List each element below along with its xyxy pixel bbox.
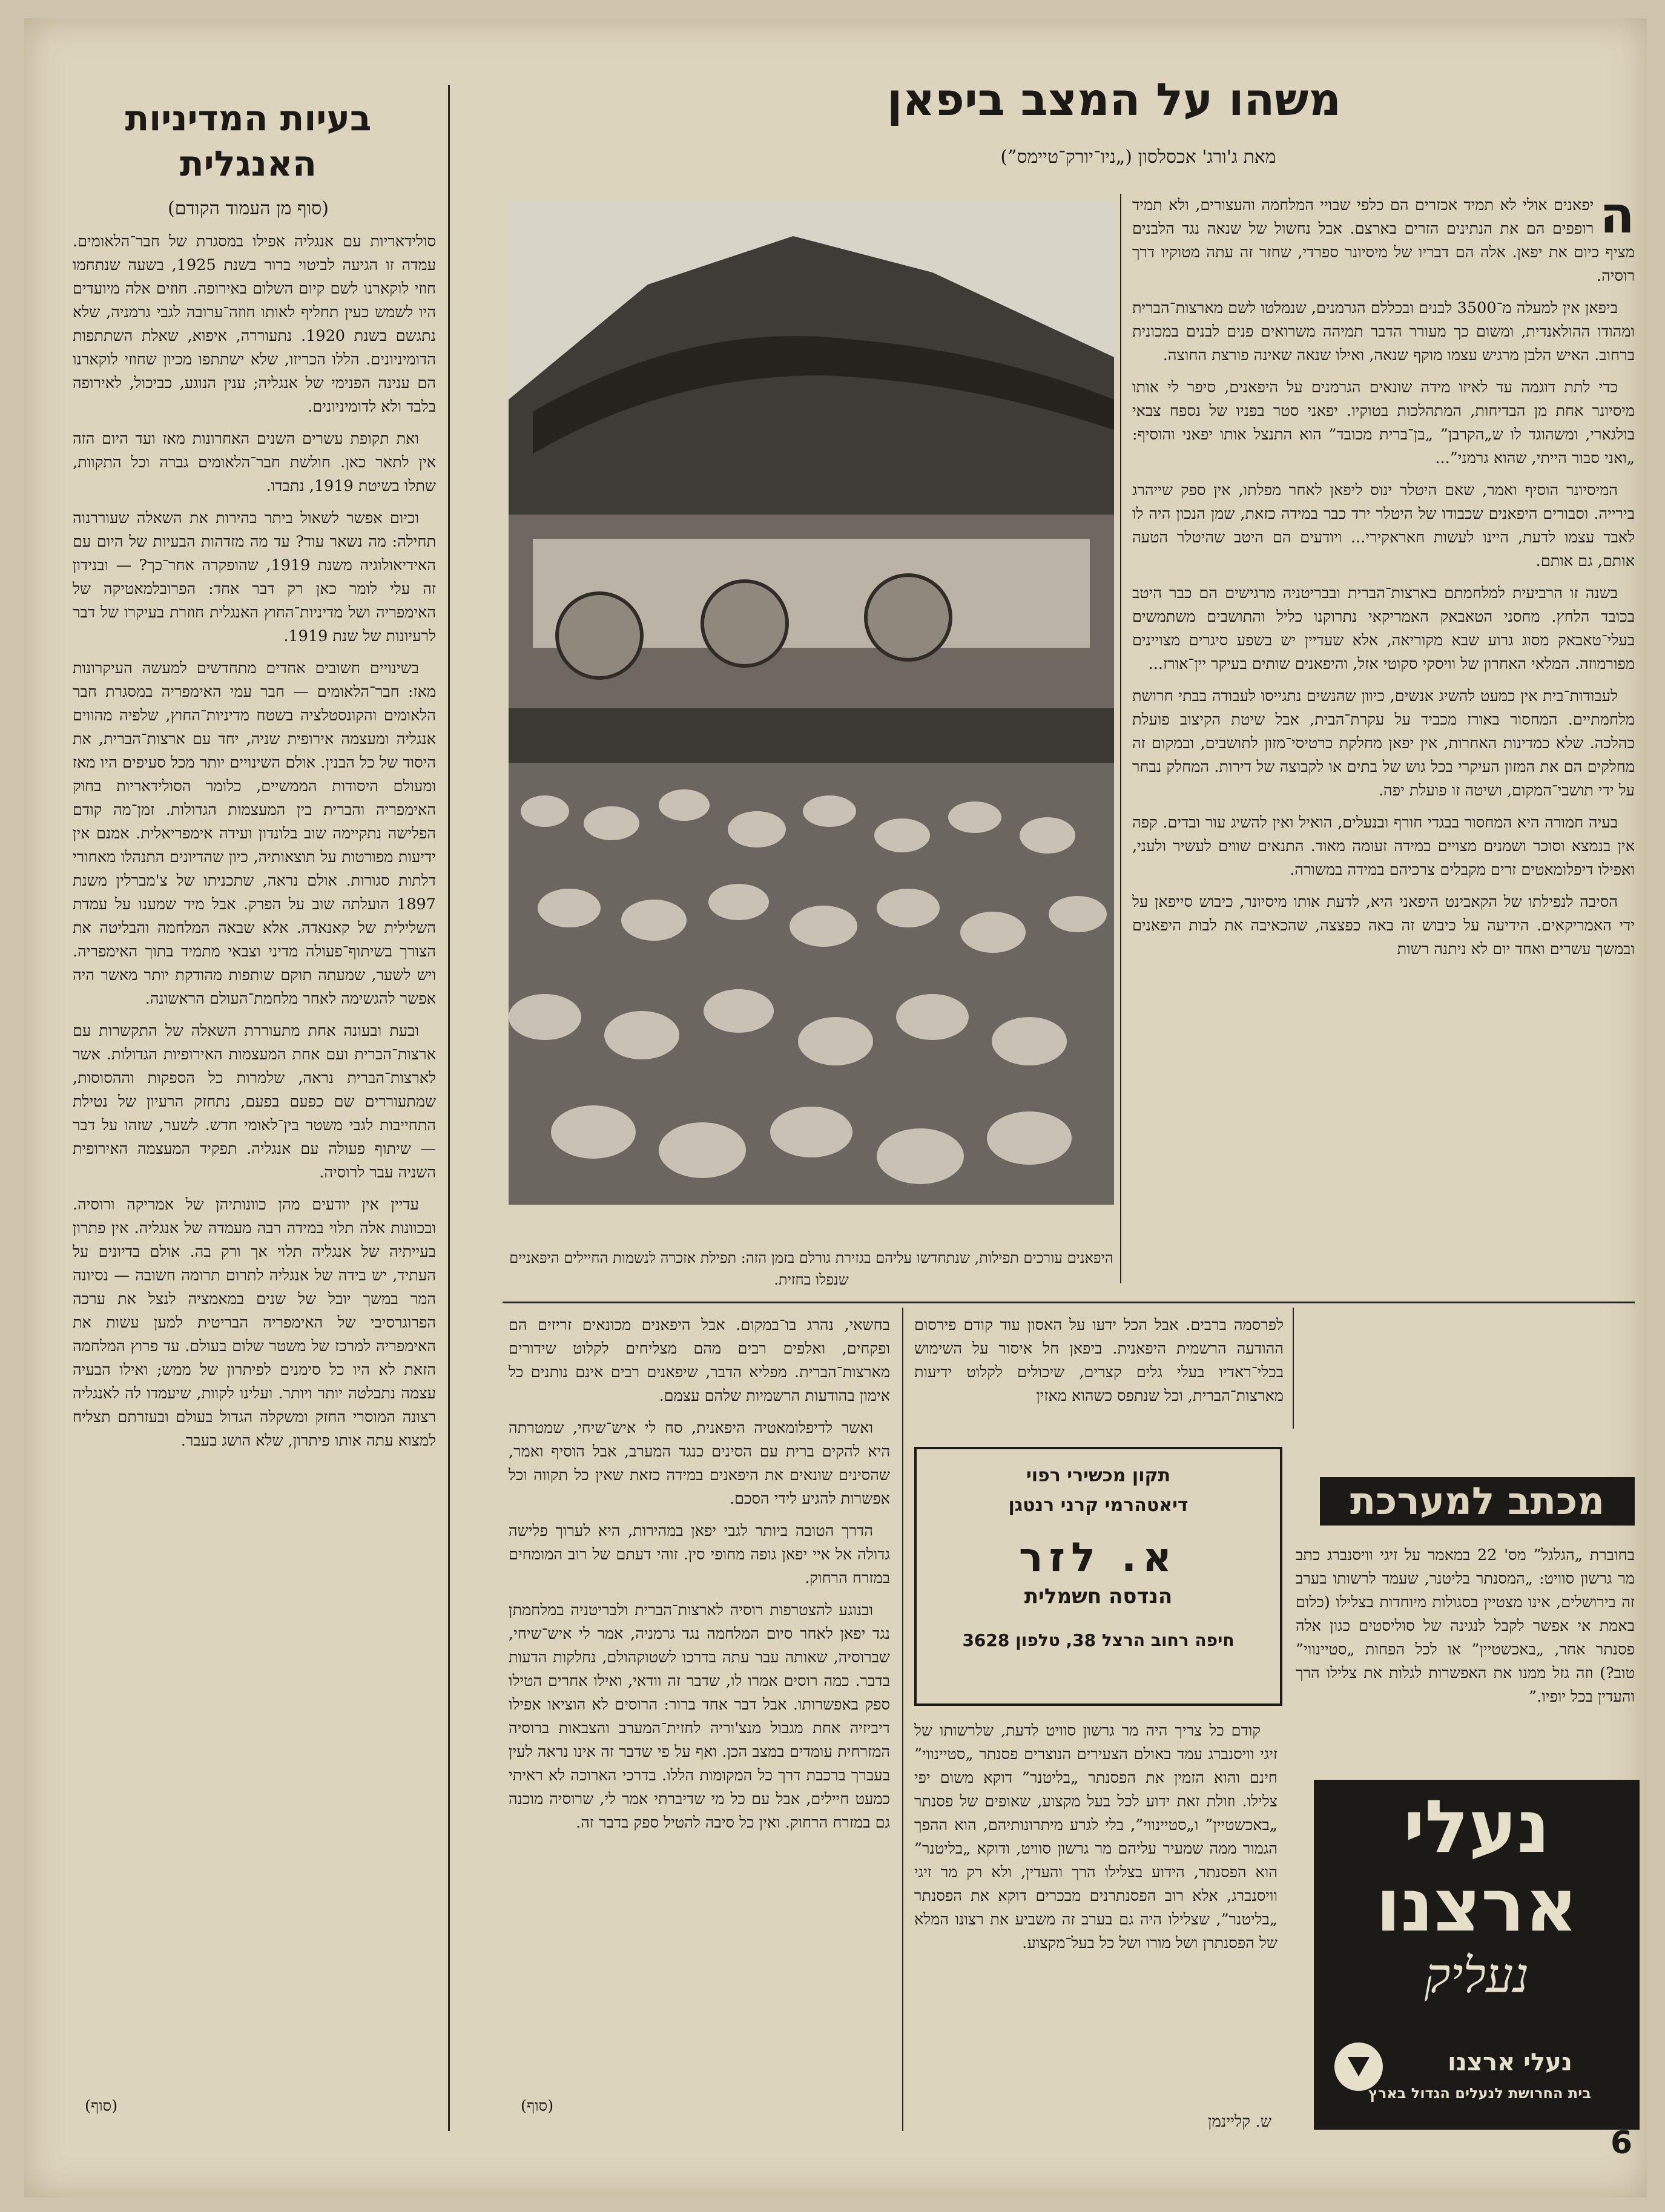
column-rule: [1120, 194, 1121, 1283]
ad-script: נעליק: [1424, 1947, 1529, 2004]
xray-repair-ad: [914, 1447, 1282, 1706]
paragraph: בחשאי, נהרג בו־במקום. אבל היפאנים מכונאים זריזים הם ופקחים, ואלפים רבים מהם מצליחים לקלוט שידורים מארצות־הברית. מפליא הדבר, שיפאנים רבים אינם נותנים כל אימון בהודעות הרשמיות שלהם עצמם.: [509, 1316, 890, 1405]
ad-headline: ארצנו: [1376, 1864, 1578, 1948]
paragraph: לעבודות־בית אין כמעט להשיג אנשים, כיוון שהנשים נתגייסו לעבודה בבתי חרושת מלחמתיים. המחסור באורז מכביד על עקרת־הבית, אבל שיטת הקיצוב פועלת כהלכה. שלא כמדינות האחרות, אין יפאן מחלקת כרטיסי־מזון לתושבים, ובמקום זה מחלקים הם את המזון העיקרי בכל גוש של בתים או לקבוצה של דירות. המחלק נבחר על ידי תושבי־המקום, ושיטה זו פועלת יפה.: [1132, 687, 1635, 800]
paragraph: יפאנים אולי לא תמיד אכזרים הם כלפי שבויי המלחמה והעצורים, ולא תמיד רופפים הם את הנתינים הזרים בארצם. אבל נחשול של שנאה נגד הלבנים מציף כיום את יפאן. אלה הם דבריו של מיסיונר ספרדי, שחזר זה עתה מטוקיו דרך רוסיה.: [1132, 196, 1635, 285]
ad-line: תקון מכשירי רפוי: [1026, 1465, 1171, 1486]
paragraph: ואשר לדיפלומאטיה היפאנית, סח לי איש־שיחי, שמטרתה היא להקים ברית עם הסינים כנגד המערב, אבל הוסיף ואמר, שהסינים שונאים את היפאנים במידה כזאת שאין כל תקווה וכל אפשרות להגיע לידי הסכם.: [509, 1419, 890, 1508]
ad-line: דיאטהרמי קרני רנטגן: [1008, 1495, 1189, 1516]
main-article-col-mid: [914, 1314, 1284, 1417]
ad-sub: הנדסה חשמלית: [1024, 1584, 1173, 1608]
letter-signature: ש. קליינמן: [1207, 2113, 1271, 2131]
column-rule: [448, 85, 450, 2131]
main-article-col-left: [509, 1314, 890, 1843]
main-article-title: משהו על המצב ביפאן: [887, 74, 1341, 126]
left-article-title-line2: האנגלית: [179, 143, 317, 184]
drop-cap: ה: [1600, 194, 1635, 245]
paragraph: קודם כל צריך היה מר גרשון סוויט לדעת, שלרשותו של זיגי וויסנברג עמד באולם הצעירים הנוצרים פסנתר „סטיינווי” חינם והוא הזמין את הפסנתר „בליטנר” דוקא משום יפי צלילו. וזולת זאת ידוע לכל בעל מקצוע, שאופים של פסנתר „באכשטיין” ו„סטיינווי”, בלי לגרע מיתרונותיהם, הוא ההפך הגמור ממה שמעיר עליהם מר גרשון סוויט, ודוקא „בליטנר” הוא הפסנתר, הידוע בצלילו הרך והעדין, ולא רק מר זיגי וויסנברג, אלא רוב הפסנתרנים מבכרים דוקא את הפסנתר „בליטנר”, שצלילו היה גם בערב זה משביע את רצונו המלא של הפסנתרן ושל מורו ושל כל בעל־מקצוע.: [914, 1722, 1278, 1952]
photo-caption: היפאנים עורכים תפילות, שנתחדשו עליהם בגזירת גורלם בזמן הזה: תפילת אזכרה לנשמות החיילים היפאניים שנפלו בחזית.: [509, 1249, 1113, 1288]
newspaper-page: [24, 18, 1647, 2197]
paragraph: סולידאריות עם אנגליה אפילו במסגרת של חבר־הלאומים. עמדה זו הגיעה לביטוי ברור בשנת 1925, בשעה שנתחמו חוזי לוקארנו לשם קיום השלום באירופה. חוזים אלה מיועדים היו לשמש כעין תחליף לאותו חוזה־ערובה לגבי גרמניה, שלא נתגשם בשנת 1920. נתעוררה, איפוא, שאלת השתתפות הדומיניונים. הללו הכריזו, שלא ישתתפו מכיון שחוזי לוקארנו הם ענינה הפנימי של אנגליה; ענין הנוגע, כביכול, לאירופה בלבד ולא לדומיניונים.: [73, 232, 436, 416]
column-rule: [902, 1308, 903, 2131]
page-number: 6: [1611, 2125, 1633, 2161]
paragraph: ובנוגע להצטרפות רוסיה לארצות־הברית ולבריטניה במלחמתן נגד יפאן לאחר סיום המלחמה נגד גרמניה, אמר לי איש־שיחי, שברוסיה, שאותה עבר עתה בדרכו לשטוקהולם, נחלקות הדעות בדבר. כמה רוסים אמרו לו, שדבר זה וודאי, ואילו אחרים הטילו ספק באפשרותו. אבל דבר אחד ברור: הרוסים לא הוציאו אפילו דיביזיה אחת מגבול מנצ'וריה לחזית־המערב והצבאות ברוסיה המזרחית עומדים במצב הכן. ואף על פי שדבר זה אינו נראה לעין בעברך ברכבת דרך כל המקומות הללו. בדרכי הארוכה לא ראיתי כמעט חיילים, אבל עם כל מי שדיברתי אמר לי, שרוסיה מוכנה גם במזרח הרחוק. ואין כל סיבה להטיל ספק בדבר זה.: [509, 1601, 890, 1832]
column-rule: [1293, 1308, 1294, 1429]
paragraph: עדיין אין יודעים מהן כוונותיהן של אמריקה ורוסיה. ובכוונות אלה תלוי במידה רבה מעמדה של אנגליה. אין פתרון בעייתיה של אנגליה תלוי אך ורק בה. אולם בדיונים על העתיד, יש בידה של אנגליה לתרום תרומה חשובה — נסיונה המר במשך יובל של שנים במאמציה לנצל את ערכה הפרוגרסיבי של האימפריה הבריטית למען עשות את האימפריה למרכז של משטר שלום בעולם. עד פרוץ המלחמה הזאת לא היו כל סימנים לפיתרון של ממש; ואילו הבעיה עצמה נתבלטה יותר ויותר. ועלינו לקוות, שיעמדו לה לאנגליה רצונה המוסרי החזק ומשקלה הגדול בעולם ובעזרתם תצליח למצוא עתה אותו פיתרון, שלא הושג בעבר.: [73, 1196, 436, 1450]
section-rule: [503, 1302, 1635, 1303]
paragraph: כדי לתת דוגמה עד לאיזו מידה שונאים הגרמנים על היפאנים, סיפר לי אותו מיסיונר אחת מן הבדיחות, המתהלכות בטוקיו. יפאני סטר בפניו של נספח צבאי בולגארי, ומשהוגד לו ש„הקרבן” „בן־ברית מכובד” הוא התנצל אותו יפאני והוסיף: „ואני סבור הייתי, שהוא גרמני”...: [1132, 378, 1635, 467]
ad-headline: נעלי: [1403, 1785, 1551, 1869]
paragraph: בשנה זו הרביעית למלחמתם בארצות־הברית ובבריטניה מרגישים הם כבר היטב בכובד הלחץ. מחסני הטאבאק האמריקאי נתרוקנו כליל והתושבים משתמשים בעלי־טאבאק מסוג גרוע שבא מקוריאה, אלא שעדיין יש בשפע סיגרים מצויינים מפורמוזה. המלאי האחרון של וויסקי סקוטי אזל, והיפאנים שותים בעיקר יין־אורז...: [1132, 584, 1635, 673]
shrine-photo: [509, 200, 1114, 1205]
paragraph: בחוברת „הגלגל” מס' 22 במאמר על זיגי וויסנברג כתב מר גרשון סוויט: „המסנתר בליטנר, שעמד לרשותו בערב זה בירושלים, אינו מצטיין בסגולות מיוחדות בצלילו (כלום באמת אי אפשר לקבל לנגינה של סוליסטים כגון אלה פסנתר אחר, „באכשטיין” או לכל הפחות „סטיינווי” טוב?) וזה גזל ממנו את האפשרות לגלות את צלילו הרך והעדין בכל יופיו.”: [1296, 1546, 1635, 1706]
ad-address: חיפה רחוב הרצל 38, טלפון 3628: [962, 1630, 1235, 1650]
paragraph: וכיום אפשר לשאול ביתר בהירות את השאלה שעוררנוה תחילה: מה נשאר עוד? עד מה מזדהות הבעיות של היום עם האידיאולוגיה משנת 1919, שהופקרה אחר־כך? — ובנידון זה עלי לומר כאן רק דבר אחד: הפרובלמאטיקה של האימפריה ושל מדיניות־החוץ האנגלית חוזרת בעיקרו של דבר לרעיונות של שנת 1919.: [73, 509, 436, 645]
paragraph: ובעת ובעונה אחת מתעוררת השאלה של התקשרות עם ארצות־הברית ועם אחת המעצמות האירופיות הגדולות. אשר לארצות־הברית נראה, שלמרות כל הספקות וההסוסות, שמתעוררים שם כפעם בפעם, נתחזק הרעיון של נטילת התחייבות לגבי משטר בין־לאומי חדש. לשער, שזהו על דבר — שיתוף פעולה עם אנגליה. תפקיד המעצמה האירופית השניה עבר לרוסיה.: [73, 1022, 436, 1182]
paragraph: ביפאן אין למעלה מ־3500 לבנים ובכללם הגרמנים, שנמלטו לשם מארצות־הברית ומהודו ההולאנדית, ומשום כך מעורר הדבר תמיהה משרואים פנים לבנים במכונית ברחוב. האיש הלבן מרגיש עצמו מוקף שנאה, ואילו שנאה שאינה פורצת החוצה.: [1132, 299, 1635, 364]
letter-title: מכתב למערכת: [1320, 1477, 1635, 1526]
left-article-continued: (סוף מן העמוד הקודם): [168, 198, 329, 219]
paragraph: בעיה חמורה היא המחסור בבגדי חורף ובנעלים, הואיל ואין להשיג עור ובדים. קפה אין בנמצא וסוכר ושמנים מצויים במידה זעומה מאוד. התנאים שווים לעשיר ולעני, ואפילו דיפלומאטים זרים מקבלים צרכיהם במידה במשורה.: [1132, 814, 1635, 879]
main-article-col-right: [1132, 194, 1635, 1271]
paragraph: לפרסמה ברבים. אבל הכל ידעו על האסון עוד קודם פירסום ההודעה הרשמית היפאנית. ביפאן חל איסור על השימוש בכלי־ראדיו בעלי גלים קצרים, שיכולים לקלוט ידיעות מארצות־הברית, וכל שנתפס כשהוא מאזין: [914, 1316, 1284, 1405]
shoes-ad: [1314, 1780, 1640, 2130]
shoes-logo-icon: [1334, 2042, 1383, 2091]
paragraph: ואת תקופת עשרים השנים האחרונות מאז ועד היום הזה אין לתאר כאן. חולשת חבר־הלאומים גברה וכל התקוות, שתלו בשיטת 1919, נתבדו.: [73, 430, 436, 495]
end-mark: (סוף): [521, 2097, 554, 2115]
ad-brand: א. לזר: [1018, 1534, 1178, 1581]
letter-body-continued: [914, 1719, 1278, 1964]
letter-body-top: [1296, 1544, 1635, 1717]
ad-tagline: בית החרושת לנעלים הגדול בארץ: [1368, 2085, 1591, 2102]
left-article-title-line1: בעיות המדיניות: [125, 97, 372, 139]
paragraph: הסיבה לנפילתו של הקאבינט היפאני היא, לדעת אותו מיסיונר, כיבוש סייפאן על ידי האמריקאים. הידיעה על כיבוש זה באה כפצצה, שהכאיבה את לבות היפאנים ובמשך עשרים ואחד יום לא ניתנה רשות: [1132, 893, 1635, 958]
paragraph: בשינויים חשובים אחדים מתחדשים למעשה העיקרונות מאז: חבר־הלאומים — חבר עמי האימפריה במסגרת חבר הלאומים והקונסטלציה בשטח מדיניות־החוץ, שלפיה מהווים אנגליה ומעצמה אירופית שניה, יחד עם ארצות־הברית, את היסוד של כל הבנין. אולם השינויים יותר מכל סעיפים היו מאז ומעולם היסודות הממשיים, כלומר הסולידאריות בחוק האימפריה והברית בין המעצמות הגדולות. זמן־מה קודם הפלישה נתקיימה שוב בלונדון ועידה אימפריאלית. אמנם אין ידיעות מפורטות על תוצאותיה, כיון שהדיונים התנהלו מאחורי דלתות סגורות. אולם נראה, שתכניתו של צ'מברלין משנת 1897 הועלתה שוב על הפרק. אבל מיד שמענו על עמדת השלילית של קאנאדה. אלא שבאה המלחמה והבליטה את הצורך בשיתוף־פעולה מדיני וצבאי מתמיד בתוך האימפריה. ויש לשער, שמעתה תוקם שותפות מהודקת יותר מאשר היה אפשר להגשימה לאחר מלחמת־העולם הראשונה.: [73, 659, 436, 1008]
main-article-byline: מאת ג'ורג' אכסלסון („ניו־יורק־טיימס”): [1000, 146, 1276, 168]
ad-brand: נעלי ארצנו: [1448, 2049, 1572, 2076]
paragraph: הדרך הטובה ביותר לגבי יפאן במהירות, היא לערוך פלישה גדולה אל איי יפאן גופה מחופי סין. זוהי דעתם של רוב המומחים במזרח הרחוק.: [509, 1522, 890, 1587]
end-mark: (סוף): [85, 2097, 118, 2115]
left-article-body: [73, 230, 436, 2095]
paragraph: המיסיונר הוסיף ואמר, שאם היטלר ינוס ליפאן לאחר מפלתו, אין ספק שייהרג בירייה. וסבורים היפאנים שכבודו של היטלר ירד כבר במידה כזאת, שמן הנכון היה לו לאבד עצמו לדעת, היינו לעשות חאראקירי... ויודעים הם היטב שהיטלר הטעה אותם, גם אותם.: [1132, 481, 1635, 570]
photo-illustration: [509, 200, 1114, 1205]
